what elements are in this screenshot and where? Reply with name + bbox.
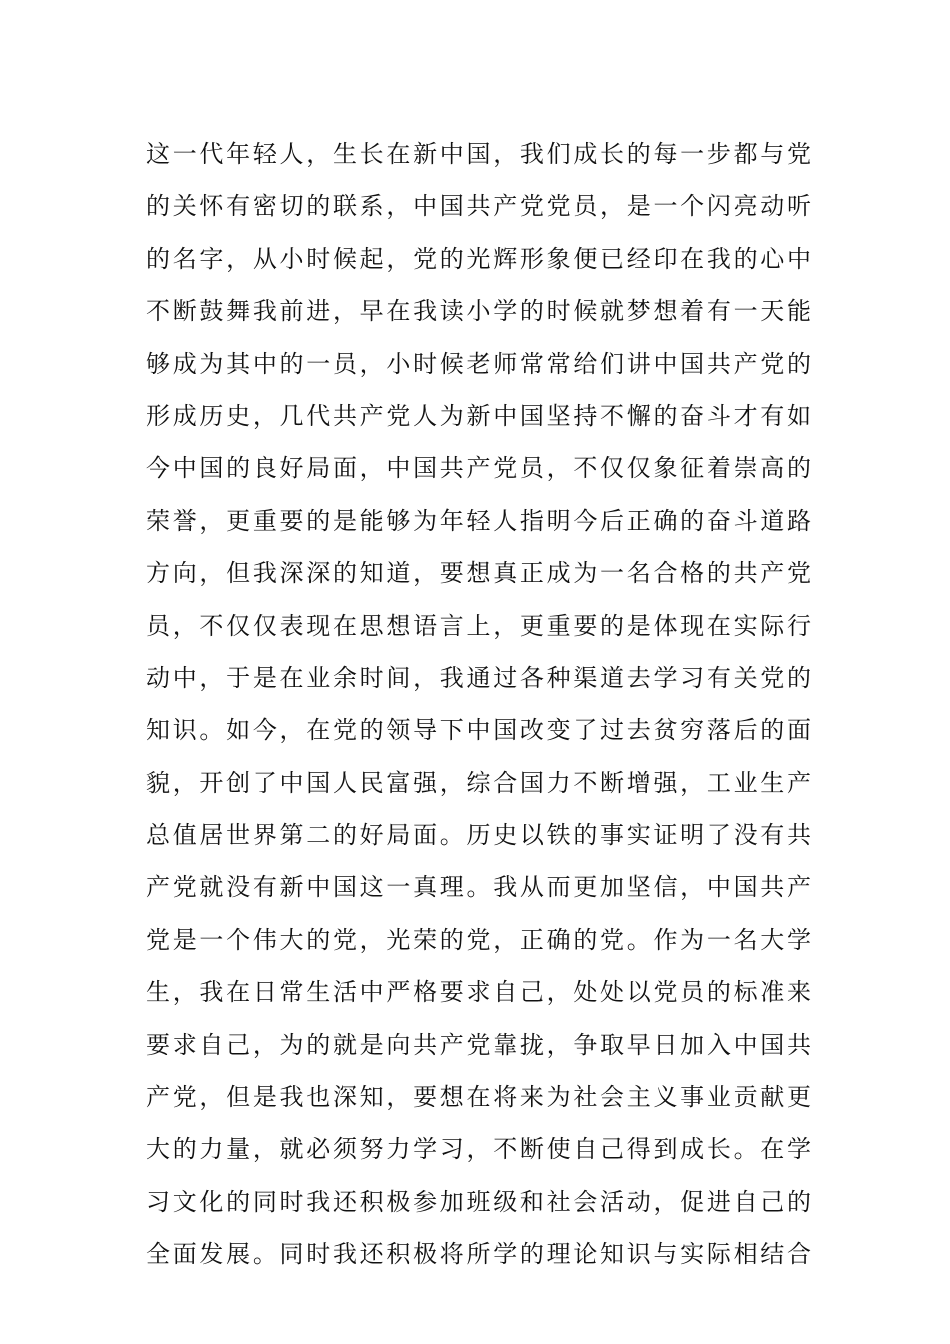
text-line: 员，不仅仅表现在思想语言上，更重要的是体现在实际行 [146, 611, 811, 640]
text-line: 总值居世界第二的好局面。历史以铁的事实证明了没有共 [146, 821, 811, 850]
body-paragraph [146, 128, 811, 1281]
text-line: 方向，但我深深的知道，要想真正成为一名合格的共产党 [146, 559, 811, 588]
text-line: 知识。如今，在党的领导下中国改变了过去贫穷落后的面 [146, 716, 811, 745]
text-line: 够成为其中的一员，小时候老师常常给们讲中国共产党的 [146, 349, 811, 378]
text-line: 要求自己，为的就是向共产党靠拢，争取早日加入中国共 [146, 1030, 811, 1059]
text-line: 产党就没有新中国这一真理。我从而更加坚信，中国共产 [146, 873, 811, 902]
text-line: 不断鼓舞我前进，早在我读小学的时候就梦想着有一天能 [146, 297, 811, 326]
text-line: 荣誉，更重要的是能够为年轻人指明今后正确的奋斗道路 [146, 506, 811, 535]
text-line: 生，我在日常生活中严格要求自己，处处以党员的标准来 [146, 978, 811, 1007]
text-line: 全面发展。同时我还积极将所学的理论知识与实际相结合 [146, 1240, 811, 1269]
text-line: 的名字，从小时候起，党的光辉形象便已经印在我的心中 [146, 244, 811, 273]
text-line: 产党，但是我也深知，要想在将来为社会主义事业贡献更 [146, 1083, 811, 1112]
text-line: 这一代年轻人，生长在新中国，我们成长的每一步都与党 [146, 140, 811, 168]
text-line: 动中，于是在业余时间，我通过各种渠道去学习有关党的 [146, 663, 811, 692]
text-line: 党是一个伟大的党，光荣的党，正确的党。作为一名大学 [146, 925, 811, 954]
text-line: 习文化的同时我还积极参加班级和社会活动，促进自己的 [146, 1187, 811, 1216]
text-line: 今中国的良好局面，中国共产党员，不仅仅象征着崇高的 [146, 454, 811, 483]
text-line: 貌，开创了中国人民富强，综合国力不断增强，工业生产 [146, 768, 811, 797]
text-line: 的关怀有密切的联系，中国共产党党员，是一个闪亮动听 [146, 192, 811, 221]
text-line: 大的力量，就必须努力学习，不断使自己得到成长。在学 [146, 1135, 811, 1164]
text-line: 形成历史，几代共产党人为新中国坚持不懈的奋斗才有如 [146, 401, 811, 430]
